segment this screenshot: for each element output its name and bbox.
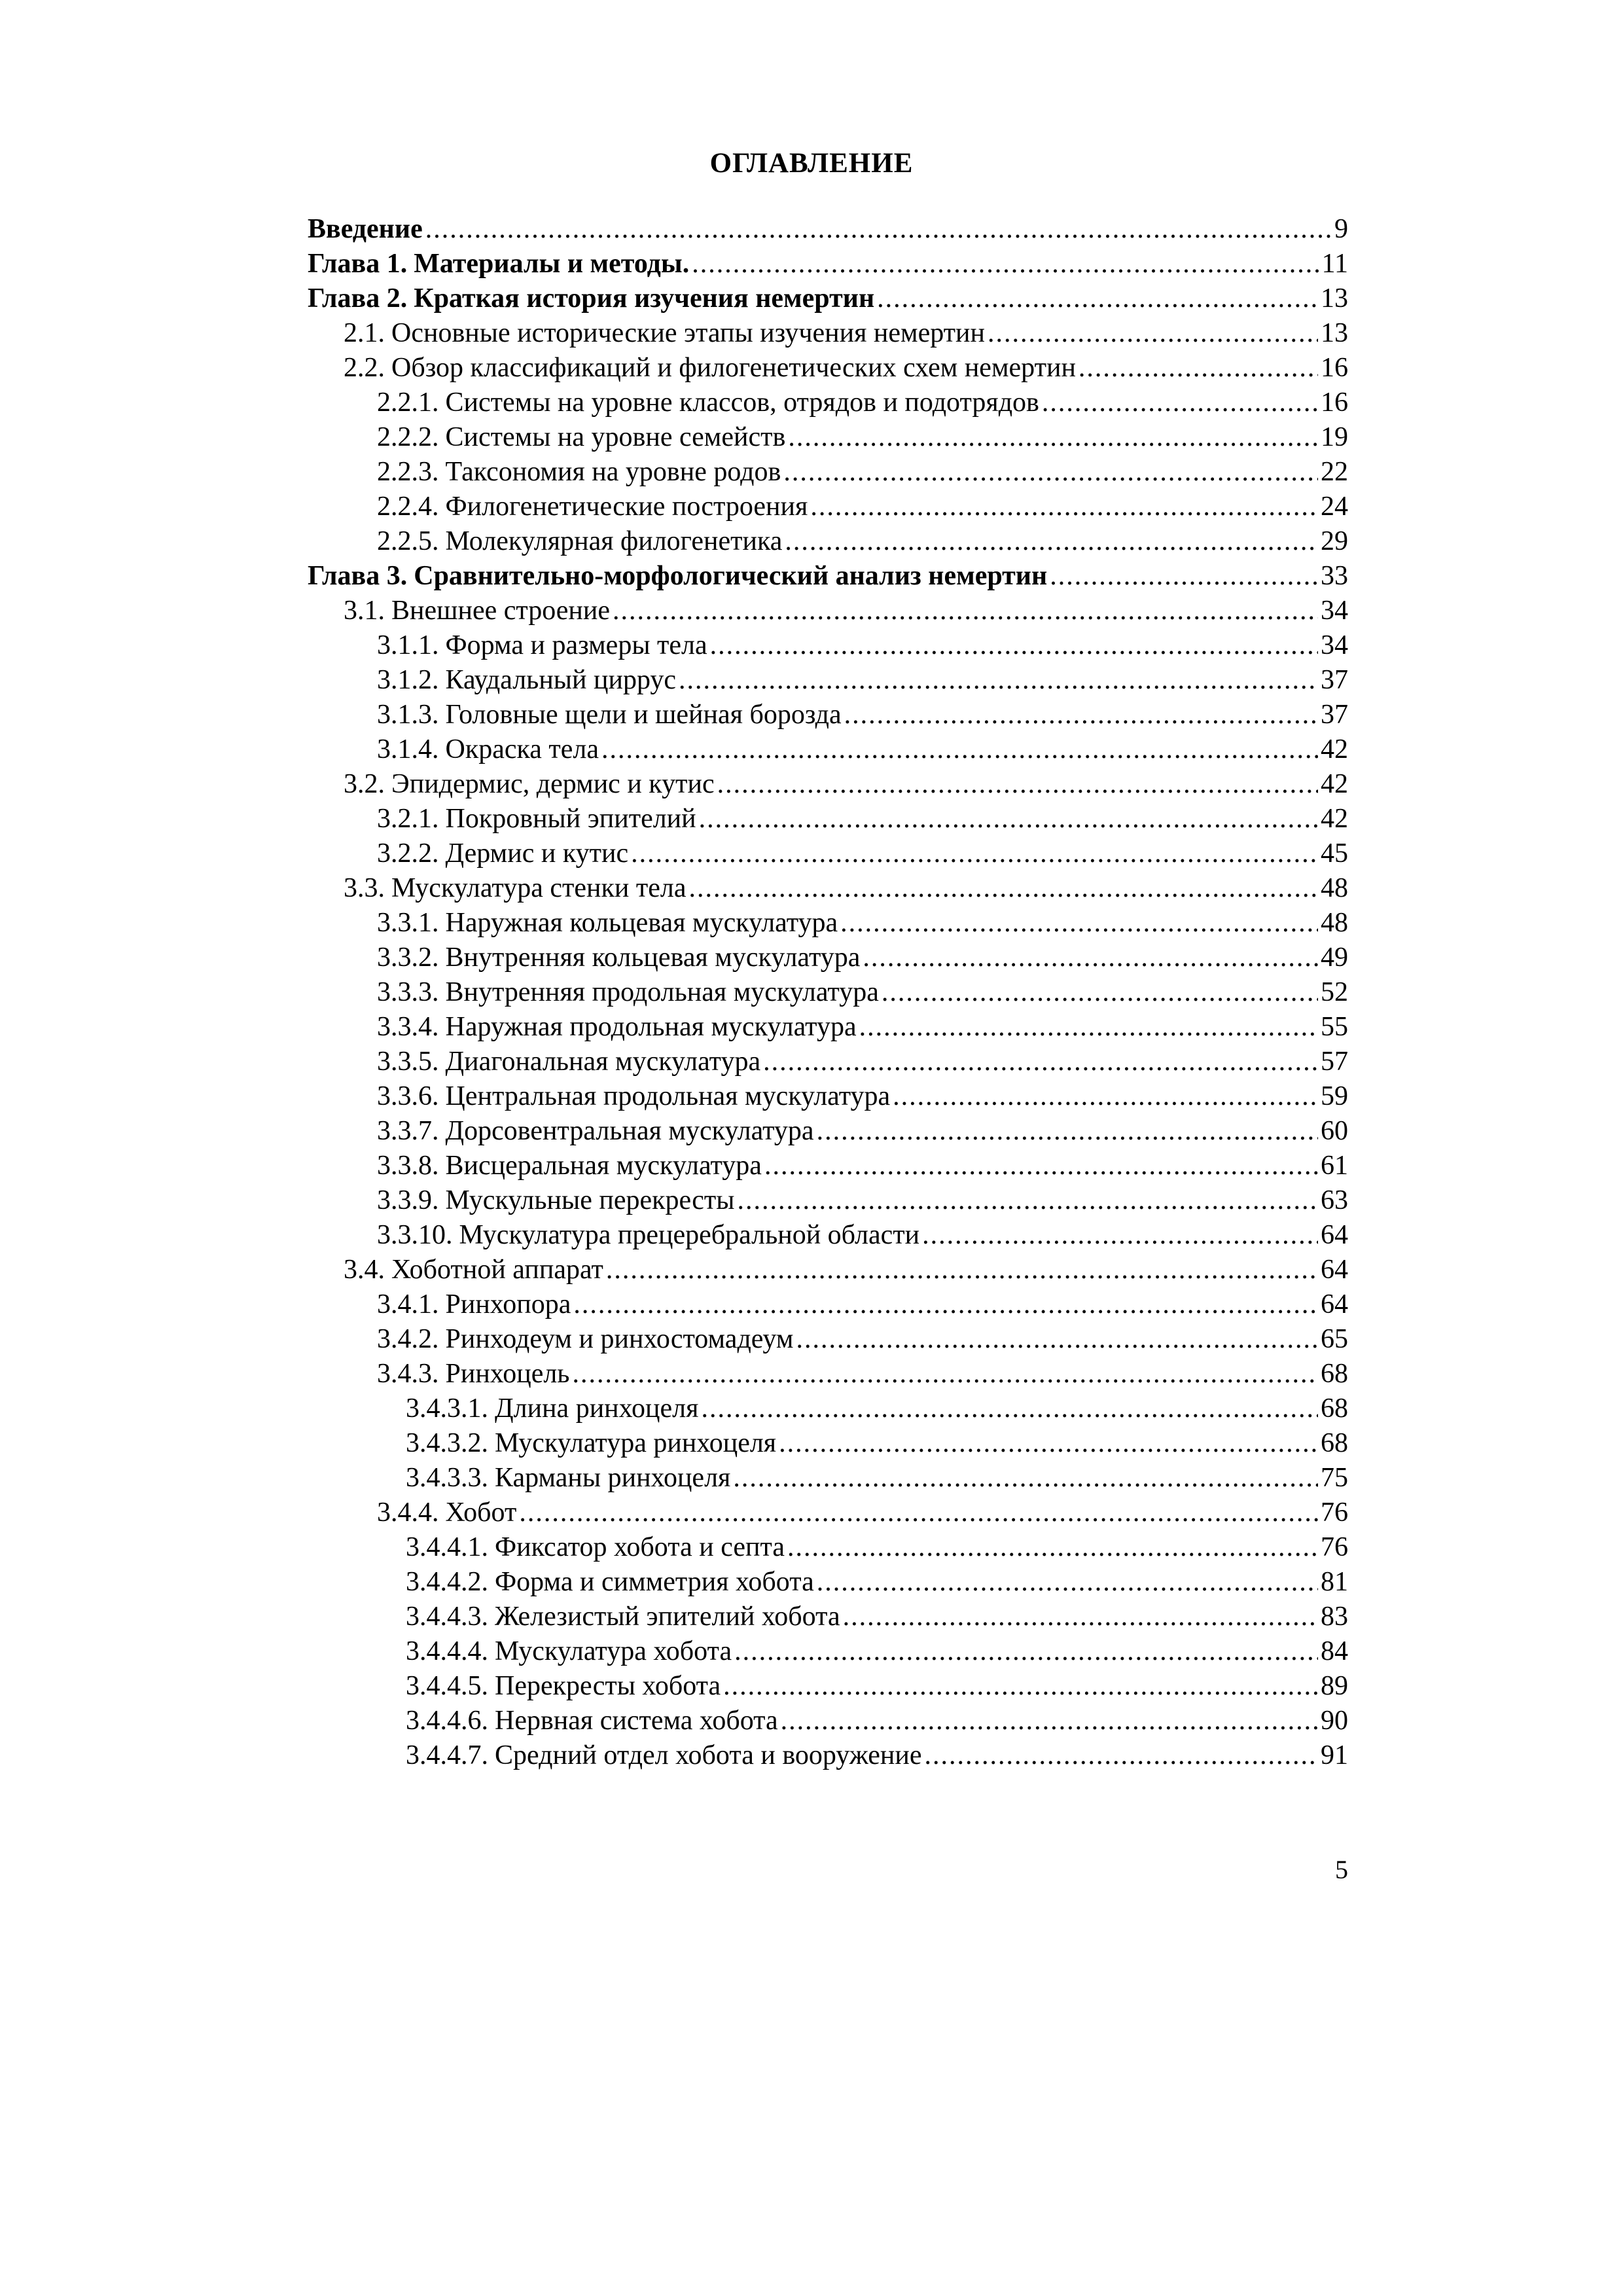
toc-entry[interactable] — [308, 1357, 1348, 1391]
dot-leader — [817, 1114, 1318, 1149]
table-of-contents — [308, 212, 1348, 1773]
toc-entry[interactable] — [308, 1045, 1348, 1079]
toc-entry[interactable] — [308, 1322, 1348, 1357]
dot-leader — [787, 1530, 1318, 1565]
toc-entry[interactable] — [308, 698, 1348, 732]
toc-entry-page: 9 — [1334, 214, 1348, 244]
dot-leader — [710, 628, 1318, 663]
toc-entry-number: 3.4.3. — [377, 1359, 439, 1389]
toc-entry-page: 48 — [1321, 873, 1348, 903]
toc-entry-title: Окраска тела — [445, 734, 599, 764]
toc-entry-title: Эпидермис, дермис и кутис — [391, 769, 715, 799]
toc-entry-page: 16 — [1321, 387, 1348, 418]
toc-entry[interactable] — [308, 1530, 1348, 1565]
toc-entry-title: Мускулатура хобота — [495, 1636, 732, 1666]
toc-entry[interactable] — [308, 316, 1348, 351]
toc-entry-page: 64 — [1321, 1255, 1348, 1285]
toc-entry-title: Хоботной аппарат — [391, 1255, 603, 1285]
toc-entry-title: Центральная продольная мускулатура — [445, 1081, 891, 1111]
toc-entry-page: 57 — [1321, 1047, 1348, 1077]
dot-leader — [699, 802, 1318, 836]
toc-entry[interactable] — [308, 1565, 1348, 1600]
dot-leader — [734, 1634, 1318, 1669]
dot-leader — [924, 1738, 1318, 1773]
toc-entry-title: Фиксатор хобота и септа — [495, 1532, 785, 1562]
toc-entry-number: 3.4.4. — [377, 1498, 439, 1528]
dot-leader — [723, 1669, 1318, 1704]
toc-entry-number: 2.2. — [344, 353, 385, 383]
toc-entry-number: 3.2.2. — [377, 838, 439, 869]
toc-entry-number: 3.3.7. — [377, 1116, 439, 1146]
toc-entry-number: 3.3.5. — [377, 1047, 439, 1077]
toc-entry-page: 19 — [1321, 422, 1348, 452]
toc-entry-number: 2.2.3. — [377, 457, 439, 487]
toc-entry[interactable] — [308, 871, 1348, 906]
toc-entry-page: 37 — [1321, 665, 1348, 695]
toc-entry-title: Хобот — [445, 1498, 517, 1528]
dot-leader — [779, 1426, 1318, 1461]
dot-leader — [425, 212, 1332, 247]
toc-entry[interactable] — [308, 836, 1348, 871]
toc-entry-number: Глава 3. — [308, 561, 408, 591]
toc-entry-title: Молекулярная филогенетика — [445, 526, 783, 556]
toc-entry-page: 55 — [1321, 1012, 1348, 1042]
toc-entry-number: 3.4.2. — [377, 1324, 439, 1354]
toc-entry-page: 52 — [1321, 977, 1348, 1007]
toc-entry-title: Филогенетические построения — [445, 492, 808, 522]
toc-entry-page: 13 — [1321, 283, 1348, 314]
toc-entry-page: 37 — [1321, 700, 1348, 730]
toc-entry-title: Материалы и методы. — [414, 249, 690, 279]
dot-leader — [692, 247, 1319, 281]
toc-entry[interactable] — [308, 1010, 1348, 1045]
toc-entry-number: 3.3.10. — [377, 1220, 453, 1250]
toc-entry-page: 68 — [1321, 1393, 1348, 1424]
toc-entry-title: Ринхопора — [445, 1289, 571, 1319]
toc-entry-number: 3.3.8. — [377, 1151, 439, 1181]
dot-leader — [840, 906, 1318, 941]
toc-entry-number: 3.3.6. — [377, 1081, 439, 1111]
dot-leader — [859, 1010, 1318, 1045]
toc-entry-page: 49 — [1321, 942, 1348, 973]
toc-entry-title: Нервная система хобота — [495, 1706, 778, 1736]
toc-entry[interactable] — [308, 628, 1348, 663]
toc-entry[interactable] — [308, 212, 1348, 247]
toc-entry-page: 68 — [1321, 1428, 1348, 1458]
dot-leader — [785, 524, 1318, 559]
dot-leader — [843, 1600, 1318, 1634]
toc-entry-number: 3.3.9. — [377, 1185, 439, 1215]
toc-entry-title: Головные щели и шейная борозда — [445, 700, 842, 730]
page-title: ОГЛАВЛЕНИЕ — [709, 148, 914, 179]
toc-entry-page: 75 — [1321, 1463, 1348, 1493]
toc-entry-page: 60 — [1321, 1116, 1348, 1146]
dot-leader — [606, 1253, 1318, 1287]
toc-entry-number: 2.2.4. — [377, 492, 439, 522]
toc-entry[interactable] — [308, 1149, 1348, 1183]
toc-entry[interactable] — [308, 663, 1348, 698]
toc-entry-page: 33 — [1321, 561, 1348, 591]
toc-entry-page: 11 — [1321, 249, 1348, 279]
toc-entry-page: 34 — [1321, 630, 1348, 660]
dot-leader — [573, 1287, 1318, 1322]
toc-entry-title: Висцеральная мускулатура — [445, 1151, 762, 1181]
toc-entry-number: 3.2.1. — [377, 804, 439, 834]
toc-entry-page: 76 — [1321, 1498, 1348, 1528]
dot-leader — [810, 490, 1318, 524]
toc-entry-title: Карманы ринхоцеля — [495, 1463, 731, 1493]
toc-entry-number: 2.2.2. — [377, 422, 439, 452]
toc-entry-number: 3.1.1. — [377, 630, 439, 660]
toc-entry[interactable] — [308, 1114, 1348, 1149]
page-number: 5 — [1335, 1855, 1348, 1884]
toc-entry-number: 3.3.2. — [377, 942, 439, 973]
toc-entry-number: Глава 1. — [308, 249, 408, 279]
toc-entry-number: 3.4.4.6. — [406, 1706, 488, 1736]
toc-entry[interactable] — [308, 490, 1348, 524]
toc-entry-page: 61 — [1321, 1151, 1348, 1181]
toc-entry-title: Мускулатура стенки тела — [391, 873, 687, 903]
toc-entry-page: 84 — [1321, 1636, 1348, 1666]
dot-leader — [737, 1183, 1318, 1218]
toc-entry-page: 63 — [1321, 1185, 1348, 1215]
toc-entry-number: 3.4.4.3. — [406, 1602, 488, 1632]
toc-entry[interactable] — [308, 767, 1348, 802]
toc-entry-page: 81 — [1321, 1567, 1348, 1597]
toc-entry[interactable] — [308, 1391, 1348, 1426]
toc-entry[interactable] — [308, 1496, 1348, 1530]
toc-entry[interactable] — [308, 351, 1348, 386]
toc-entry[interactable] — [308, 1704, 1348, 1738]
toc-entry-page: 16 — [1321, 353, 1348, 383]
toc-entry-page: 83 — [1321, 1602, 1348, 1632]
toc-entry-title: Внутренняя продольная мускулатура — [445, 977, 879, 1007]
dot-leader — [613, 594, 1318, 628]
toc-entry-number: 3.4.1. — [377, 1289, 439, 1319]
toc-entry-page: 24 — [1321, 492, 1348, 522]
toc-entry-number: 3.1. — [344, 596, 385, 626]
toc-entry[interactable] — [308, 941, 1348, 975]
toc-entry-title: Форма и размеры тела — [445, 630, 707, 660]
toc-entry-number: 3.1.2. — [377, 665, 439, 695]
toc-entry-page: 42 — [1321, 734, 1348, 764]
dot-leader — [717, 767, 1318, 802]
toc-entry-number: 3.4.3.2. — [406, 1428, 488, 1458]
toc-entry[interactable] — [308, 1669, 1348, 1704]
toc-entry-page: 91 — [1321, 1740, 1348, 1770]
dot-leader — [601, 732, 1318, 767]
toc-entry[interactable] — [308, 1738, 1348, 1773]
dot-leader — [781, 1704, 1318, 1738]
toc-entry-title: Введение — [308, 214, 423, 244]
toc-entry-number: 3.4.4.7. — [406, 1740, 488, 1770]
toc-entry-page: 42 — [1321, 769, 1348, 799]
toc-entry[interactable] — [308, 1218, 1348, 1253]
dot-leader — [882, 975, 1318, 1010]
toc-entry-page: 29 — [1321, 526, 1348, 556]
toc-entry-number: 3.4.4.2. — [406, 1567, 488, 1597]
toc-entry-title: Перекресты хобота — [495, 1671, 721, 1701]
toc-entry-title: Диагональная мускулатура — [445, 1047, 761, 1077]
dot-leader — [688, 871, 1318, 906]
dot-leader — [763, 1045, 1318, 1079]
toc-entry-number: 3.3.4. — [377, 1012, 439, 1042]
toc-entry[interactable] — [308, 1079, 1348, 1114]
toc-entry-number: 3.4.4.4. — [406, 1636, 488, 1666]
toc-entry-number: 3.1.3. — [377, 700, 439, 730]
toc-entry[interactable] — [308, 386, 1348, 420]
toc-entry[interactable] — [308, 906, 1348, 941]
toc-entry-number: 3.3. — [344, 873, 385, 903]
toc-entry-title: Дорсовентральная мускулатура — [445, 1116, 814, 1146]
toc-entry-title: Дермис и кутис — [445, 838, 629, 869]
dot-leader — [733, 1461, 1318, 1496]
toc-entry-title: Наружная продольная мускулатура — [445, 1012, 857, 1042]
toc-entry-title: Мускульные перекресты — [445, 1185, 735, 1215]
toc-entry-number: Глава 2. — [308, 283, 408, 314]
toc-entry[interactable] — [308, 247, 1348, 281]
toc-entry[interactable] — [308, 524, 1348, 559]
dot-leader — [922, 1218, 1318, 1253]
toc-entry-number: 2.2.1. — [377, 387, 439, 418]
dot-leader — [796, 1322, 1318, 1357]
toc-entry-page: 90 — [1321, 1706, 1348, 1736]
toc-entry[interactable] — [308, 455, 1348, 490]
toc-entry-title: Мускулатура прецеребральной области — [459, 1220, 920, 1250]
toc-entry-title: Обзор классификаций и филогенетических схем немертин — [391, 353, 1076, 383]
dot-leader — [817, 1565, 1318, 1600]
toc-entry-number: 3.2. — [344, 769, 385, 799]
toc-entry-title: Ринходеум и ринхостомадеум — [445, 1324, 794, 1354]
dot-leader — [988, 316, 1318, 351]
toc-entry-number: 2.1. — [344, 318, 385, 348]
toc-entry-number: 3.4.4.1. — [406, 1532, 488, 1562]
toc-entry-title: Ринхоцель — [445, 1359, 570, 1389]
toc-entry[interactable] — [308, 1426, 1348, 1461]
dot-leader — [1079, 351, 1318, 386]
dot-leader — [701, 1391, 1318, 1426]
toc-entry-number: 3.3.3. — [377, 977, 439, 1007]
toc-entry-title: Краткая история изучения немертин — [414, 283, 875, 314]
toc-entry-title: Сравнительно-морфологический анализ немертин — [414, 561, 1048, 591]
toc-entry-number: 2.2.5. — [377, 526, 439, 556]
toc-entry-page: 76 — [1321, 1532, 1348, 1562]
toc-entry-number: 3.4.3.1. — [406, 1393, 488, 1424]
toc-entry-title: Мускулатура ринхоцеля — [495, 1428, 777, 1458]
dot-leader — [1042, 386, 1318, 420]
toc-entry-title: Внутренняя кольцевая мускулатура — [445, 942, 861, 973]
toc-entry-title: Каудальный циррус — [445, 665, 677, 695]
toc-entry-title: Форма и симметрия хобота — [495, 1567, 814, 1597]
toc-entry[interactable] — [308, 1287, 1348, 1322]
toc-entry-page: 59 — [1321, 1081, 1348, 1111]
toc-entry[interactable] — [308, 1634, 1348, 1669]
toc-entry-page: 13 — [1321, 318, 1348, 348]
toc-entry[interactable] — [308, 1183, 1348, 1218]
toc-entry-title: Наружная кольцевая мускулатура — [445, 908, 838, 938]
toc-entry[interactable] — [308, 594, 1348, 628]
toc-entry-title: Длина ринхоцеля — [495, 1393, 699, 1424]
dot-leader — [863, 941, 1318, 975]
toc-entry-number: 3.4. — [344, 1255, 385, 1285]
dot-leader — [631, 836, 1318, 871]
toc-entry-page: 22 — [1321, 457, 1348, 487]
toc-entry-title: Внешнее строение — [391, 596, 610, 626]
toc-entry-page: 45 — [1321, 838, 1348, 869]
dot-leader — [893, 1079, 1318, 1114]
dot-leader — [572, 1357, 1318, 1391]
toc-entry-page: 65 — [1321, 1324, 1348, 1354]
toc-entry-title: Средний отдел хобота и вооружение — [495, 1740, 922, 1770]
toc-entry[interactable] — [308, 802, 1348, 836]
toc-entry-number: 3.4.4.5. — [406, 1671, 488, 1701]
toc-entry-page: 68 — [1321, 1359, 1348, 1389]
toc-entry[interactable] — [308, 1461, 1348, 1496]
toc-entry[interactable] — [308, 420, 1348, 455]
toc-entry-page: 34 — [1321, 596, 1348, 626]
toc-entry[interactable] — [308, 975, 1348, 1010]
toc-entry[interactable] — [308, 1253, 1348, 1287]
toc-entry-title: Системы на уровне классов, отрядов и подотрядов — [445, 387, 1039, 418]
toc-entry-number: 3.1.4. — [377, 734, 439, 764]
dot-leader — [877, 281, 1318, 316]
dot-leader — [1050, 559, 1318, 594]
toc-entry-page: 42 — [1321, 804, 1348, 834]
toc-entry[interactable] — [308, 559, 1348, 594]
toc-entry[interactable] — [308, 281, 1348, 316]
toc-entry-page: 89 — [1321, 1671, 1348, 1701]
dot-leader — [783, 455, 1318, 490]
toc-entry-title: Основные исторические этапы изучения немертин — [391, 318, 985, 348]
toc-entry-title: Железистый эпителий хобота — [495, 1602, 840, 1632]
toc-entry-page: 48 — [1321, 908, 1348, 938]
dot-leader — [844, 698, 1318, 732]
dot-leader — [788, 420, 1318, 455]
dot-leader — [679, 663, 1318, 698]
toc-entry[interactable] — [308, 1600, 1348, 1634]
toc-entry-page: 64 — [1321, 1289, 1348, 1319]
toc-entry-number: 3.4.3.3. — [406, 1463, 488, 1493]
toc-entry[interactable] — [308, 732, 1348, 767]
dot-leader — [519, 1496, 1318, 1530]
toc-entry-page: 64 — [1321, 1220, 1348, 1250]
toc-entry-title: Покровный эпителий — [445, 804, 696, 834]
dot-leader — [764, 1149, 1318, 1183]
toc-entry-title: Таксономия на уровне родов — [445, 457, 781, 487]
toc-entry-number: 3.3.1. — [377, 908, 439, 938]
toc-entry-title: Системы на уровне семейств — [445, 422, 786, 452]
